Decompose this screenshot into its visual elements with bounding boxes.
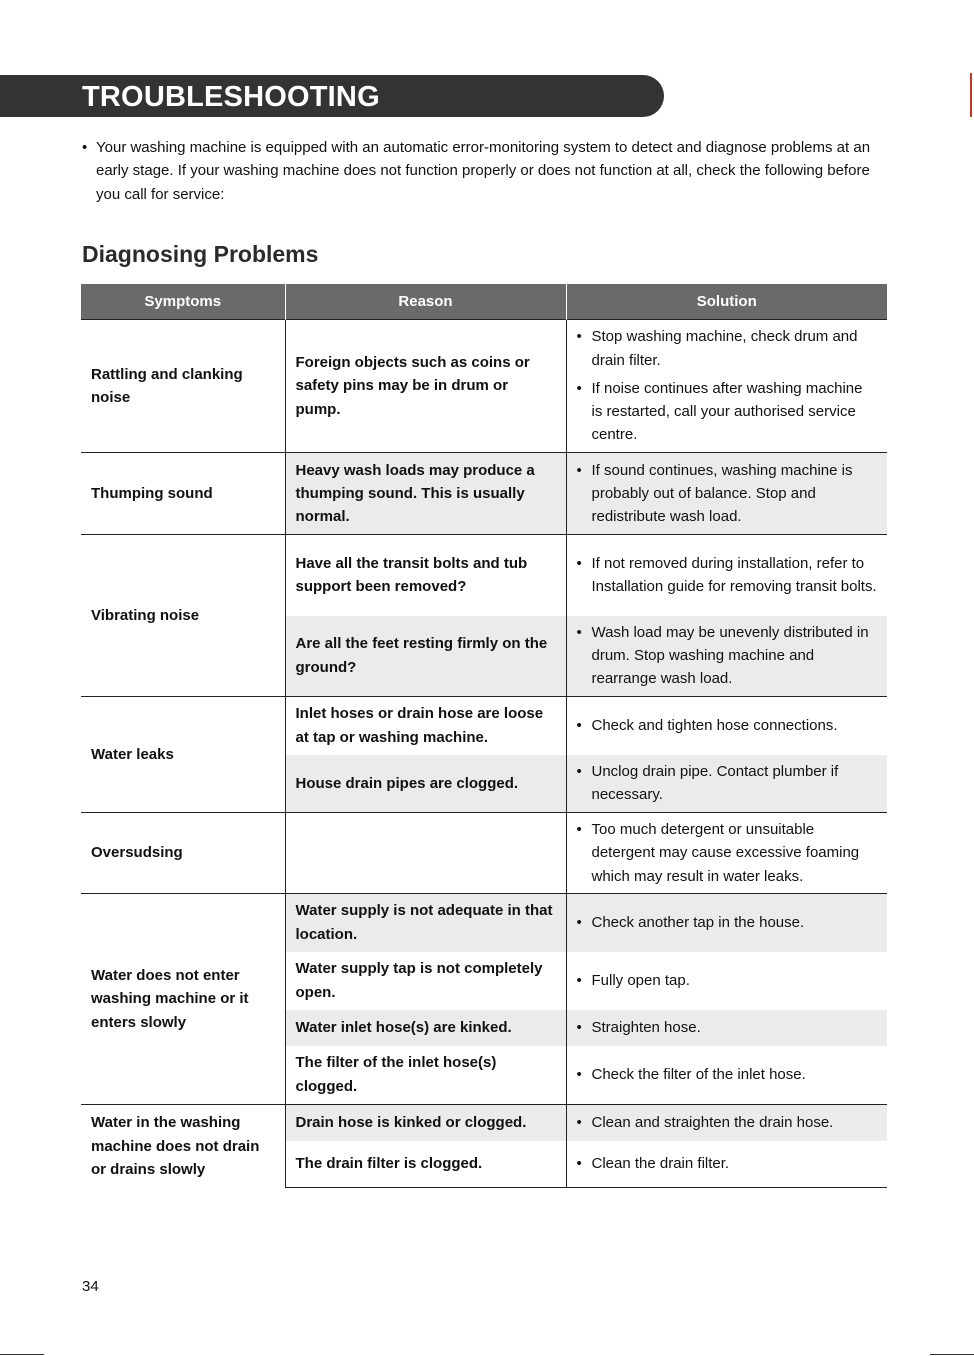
reason-cell xyxy=(285,813,566,894)
solution-cell xyxy=(566,1046,887,1105)
page-title: TROUBLESHOOTING xyxy=(82,81,380,113)
solution-item: • Wash load may be unevenly distributed in drum. Stop washing machine and rearrange wash load. xyxy=(575,621,878,691)
reason-cell: Have all the transit bolts and tub support been removed? xyxy=(285,535,566,616)
solution-cell xyxy=(566,453,887,535)
solution-item: • Clean the drain filter. xyxy=(575,1152,878,1175)
symptom-cell: Water does not enter washing machine or it enters slowly xyxy=(81,894,285,1105)
solution-item: • If not removed during installation, refer to Installation guide for removing transit bolts. xyxy=(575,552,878,599)
reason-cell: Foreign objects such as coins or safety pins may be in drum or pump. xyxy=(285,320,566,453)
solution-cell xyxy=(566,1105,887,1141)
symptom-cell: Vibrating noise xyxy=(81,535,285,697)
solution-item: • Too much detergent or unsuitable detergent may cause excessive foaming which may result in water leaks. xyxy=(575,818,878,888)
table-row xyxy=(81,813,887,894)
section-title: Diagnosing Problems xyxy=(82,241,319,267)
crop-mark xyxy=(930,1354,974,1355)
solution-item: • Stop washing machine, check drum and drain filter. xyxy=(575,325,878,372)
solution-cell xyxy=(566,813,887,894)
symptom-cell: Rattling and clanking noise xyxy=(81,320,285,453)
solution-cell xyxy=(566,1141,887,1188)
solution-cell xyxy=(566,1010,887,1046)
reason-cell: Water supply tap is not completely open. xyxy=(285,952,566,1010)
table-row xyxy=(81,453,887,535)
solution-item: • Check and tighten hose connections. xyxy=(575,714,878,737)
intro-paragraph xyxy=(82,136,882,206)
solution-cell xyxy=(566,535,887,616)
table-row xyxy=(81,697,887,755)
table-header-row xyxy=(81,284,887,320)
table-row xyxy=(81,1105,887,1141)
solution-cell xyxy=(566,616,887,697)
table-row xyxy=(81,894,887,952)
reason-cell: The drain filter is clogged. xyxy=(285,1141,566,1188)
header-solution: Solution xyxy=(566,284,887,320)
bullet-icon: • xyxy=(82,139,88,156)
solution-item: • Straighten hose. xyxy=(575,1016,878,1039)
reason-cell: Heavy wash loads may produce a thumping sound. This is usually normal. xyxy=(285,453,566,535)
header-symptoms: Symptoms xyxy=(81,284,285,320)
title-banner xyxy=(0,75,664,117)
header-reason: Reason xyxy=(285,284,566,320)
solution-item: • Unclog drain pipe. Contact plumber if necessary. xyxy=(575,760,878,807)
reason-cell: The filter of the inlet hose(s) clogged. xyxy=(285,1046,566,1105)
reason-cell: Are all the feet resting firmly on the ground? xyxy=(285,616,566,697)
symptom-cell: Oversudsing xyxy=(81,813,285,894)
solution-cell xyxy=(566,952,887,1010)
reason-cell: Inlet hoses or drain hose are loose at tap or washing machine. xyxy=(285,697,566,755)
solution-item: • Fully open tap. xyxy=(575,969,878,992)
edge-mark xyxy=(970,73,972,117)
solution-item: • Clean and straighten the drain hose. xyxy=(575,1111,878,1134)
intro-text: Your washing machine is equipped with an automatic error-monitoring system to detect and diagnose problems at an early stage. If your washing machine does not function properly or does not function at all, check the following before you call for service: xyxy=(96,139,871,203)
solution-item: • If sound continues, washing machine is probably out of balance. Stop and redistribute wash load. xyxy=(575,459,878,529)
reason-cell: Water supply is not adequate in that location. xyxy=(285,894,566,952)
reason-cell: Drain hose is kinked or clogged. xyxy=(285,1105,566,1141)
solution-cell xyxy=(566,697,887,755)
solution-cell xyxy=(566,320,887,453)
solution-cell xyxy=(566,755,887,813)
solution-cell xyxy=(566,894,887,952)
solution-item: • If noise continues after washing machine is restarted, call your authorised service centre. xyxy=(575,377,878,447)
reason-cell: House drain pipes are clogged. xyxy=(285,755,566,813)
reason-cell: Water inlet hose(s) are kinked. xyxy=(285,1010,566,1046)
table-row xyxy=(81,320,887,453)
symptom-cell: Water leaks xyxy=(81,697,285,813)
symptom-cell: Water in the washing machine does not drain or drains slowly xyxy=(81,1105,285,1188)
solution-item: • Check the filter of the inlet hose. xyxy=(575,1063,878,1086)
page-number: 34 xyxy=(82,1278,99,1295)
diagnosis-table xyxy=(81,284,887,1188)
crop-mark xyxy=(0,1354,44,1355)
table-row xyxy=(81,535,887,616)
symptom-cell: Thumping sound xyxy=(81,453,285,535)
solution-item: • Check another tap in the house. xyxy=(575,911,878,934)
